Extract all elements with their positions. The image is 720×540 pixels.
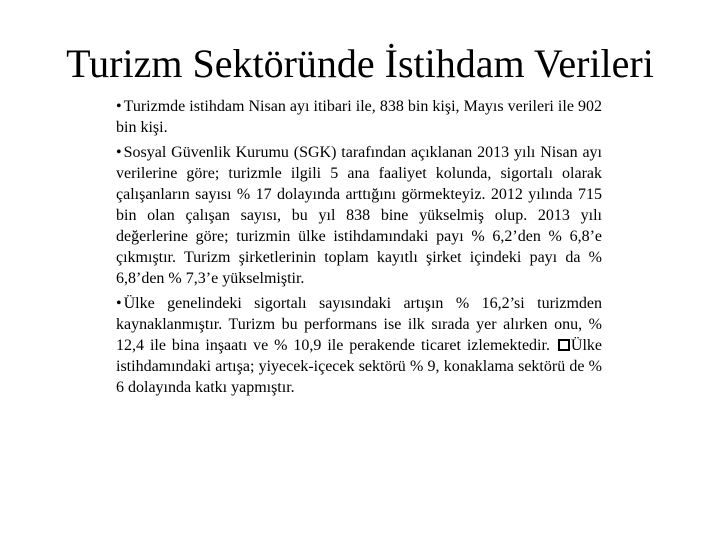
- bullet-marker: •: [116, 144, 122, 161]
- paragraph-text: Ülke genelindeki sigortalı sayısındaki artışın % 16,2’si turizmden kaynaklanmıştır. Turizm bu performans ise ilk sırada yer alırken onu, % 12,4 ile bina inşaatı ve % 10,9 ile perakende ticaret izlemektedir.: [116, 295, 602, 354]
- paragraph-text: Sosyal Güvenlik Kurumu (SGK) tarafından açıklanan 2013 yılı Nisan ayı verilerine göre; turizmle ilgili 5 ana faaliyet kolunda, sigortalı olarak çalışanların sayısı % 17 dolayında arttığını görmekteyiz. 2012 yılında 715 bin olan çalışan sayısı, bu yıl 838 bine yükselmiş olup. 2013 yılı değerlerine göre; turizmin ülke istihdamındaki payı % 6,2’den % 6,8’e çıkmıştır. Turizm şirketlerinin toplam kayıtlı şirket içindeki payı da % 6,8’den % 7,3’e yükselmiştir.: [116, 144, 602, 287]
- slide-title: Turizm Sektöründe İstihdam Verileri: [66, 41, 654, 86]
- slide-body: [116, 96, 602, 402]
- bullet-marker: •: [116, 295, 122, 312]
- bullet-marker: •: [116, 98, 122, 115]
- bullet-paragraph-2: [116, 142, 602, 289]
- bullet-paragraph-3: [116, 293, 602, 398]
- paragraph-text-continued: Ülke istihdamındaki artışa; yiyecek-içecek sektörü % 9, konaklama sektörü de % 6 dolayında katkı yapmıştır.: [116, 337, 603, 396]
- paragraph-text: Turizmde istihdam Nisan ayı itibari ile, 838 bin kişi, Mayıs verileri ile 902 bin kişi.: [116, 98, 602, 136]
- bullet-paragraph-1: [116, 96, 602, 138]
- missing-glyph-icon: [558, 339, 570, 351]
